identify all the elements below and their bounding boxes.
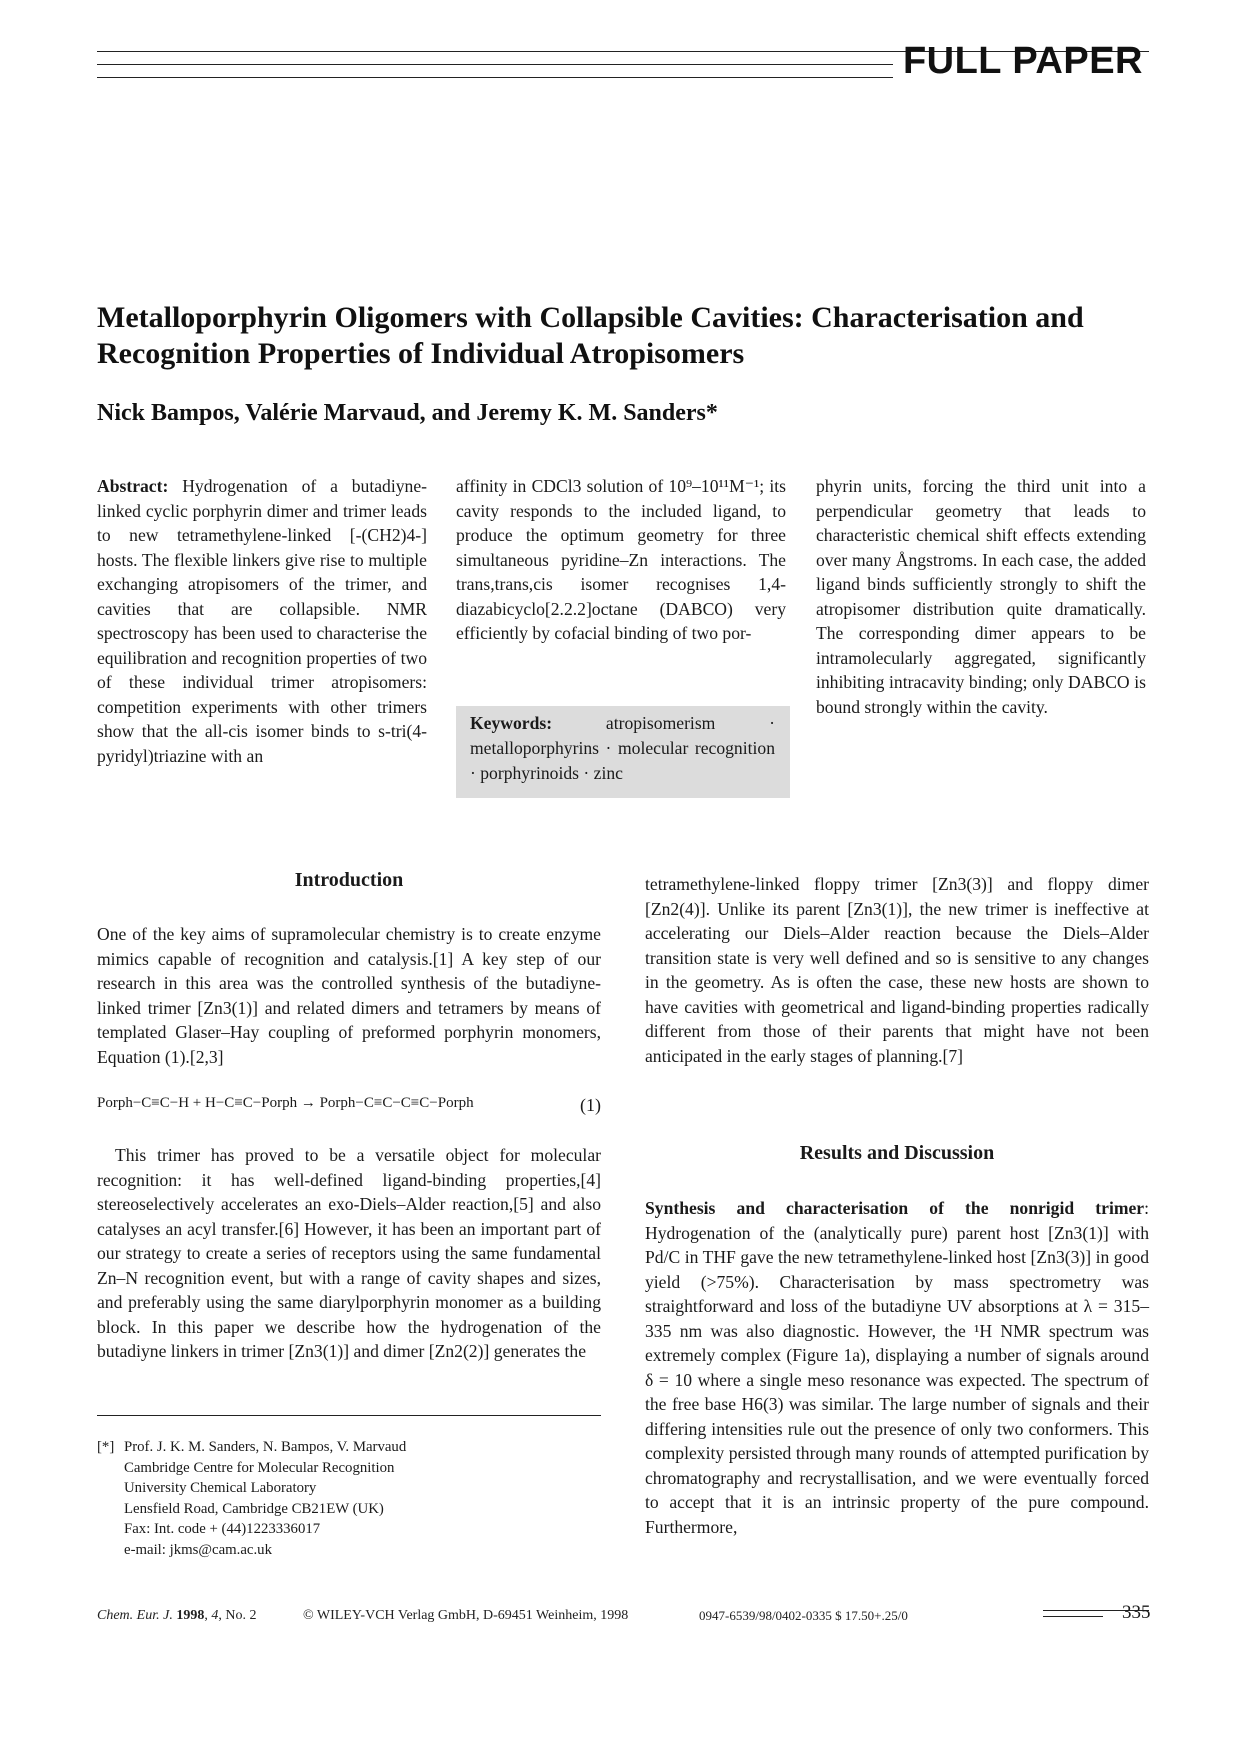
footer-issue: No. 2 <box>225 1608 257 1623</box>
footnote-line-3: University Chemical Laboratory <box>124 1480 317 1496</box>
footnote-line-4: Lensfield Road, Cambridge CB21EW (UK) <box>124 1500 384 1517</box>
abstract-col-2 <box>456 474 786 646</box>
header-rule-2 <box>97 64 893 65</box>
abstract-text-2: affinity in CDCl3 solution of 10⁹–10¹¹M⁻¹; its cavity responds to the included ligand, to produce the optimum geometry for three simultaneous pyridine–Zn interactions. The trans,trans,cis isomer recognises 1,4-diazabicyclo[2.2.2]octane (DABCO) very efficiently by cofacial binding of two por- <box>456 476 786 643</box>
footnote-line-5: Fax: Int. code + (44)1223336017 <box>124 1521 321 1537</box>
intro-para-3 <box>645 872 1149 1068</box>
results-heading: Results and Discussion <box>799 1142 995 1164</box>
abstract-col-1 <box>97 474 427 768</box>
footer-code: 0947-6539/98/0402-0335 $ 17.50+.25/0 <box>699 1608 908 1623</box>
section-label: FULL PAPER <box>902 40 1143 82</box>
results-para: Synthesis and characterisation of the nonrigid trimer: Hydrogenation of the (analytically pure) parent host [Zn3(1)] with Pd/C in THF gave the new tetramethylene-linked host [Zn3(3)] in good yield (>75%). Characterisation by mass spectrometry was straightforward and loss of the butadiyne UV absorptions at λ = 315–335 nm was also diagnostic. However, the ¹H NMR spectrum was extremely complex (Figure 1a), displaying a number of signals around δ = 10 where a single meso resonance was expected. The spectrum of the free base H6(3) was similar. The large number of signals and their differing intensities rule out the presence of only two conformers. This complexity persisted through many rounds of attempted purification by chromatography and recrystallisation, and we were eventually forced to accept that it is an intrinsic property of the pure compound. Furthermore, <box>645 1198 1149 1537</box>
keywords-label: Keywords: <box>470 713 553 733</box>
footer-copyright: © WILEY-VCH Verlag GmbH, D-69451 Weinheim, 1998 <box>303 1608 629 1623</box>
keywords-text: atropisomerism · metalloporphyrins · molecular recognition · porphyrinoids · zinc <box>470 713 775 783</box>
footnote-rule <box>97 1415 601 1416</box>
footer-journal: Chem. Eur. J. <box>97 1608 173 1623</box>
introduction-heading: Introduction <box>294 869 404 891</box>
intro-para-3-text: tetramethylene-linked floppy trimer [Zn3(3)] and floppy dimer [Zn2(4)]. Unlike its parent [Zn3(1)], the new trimer is ineffective at accelerating our Diels–Alder reaction because the Diels–Alder transition state is very well defined and so is sensitive to any changes in the geometry. As is often the case, these new hosts are shown to have cavities with geometrical and ligand-binding properties radically different from those of their parents that might have not been anticipated in the early stages of planning.[7] <box>645 874 1149 1066</box>
intro-para-1-text: One of the key aims of supramolecular chemistry is to create enzyme mimics capable of recognition and catalysis.[1] A key step of our research in this area was the controlled synthesis of the butadiyne-linked trimer [Zn3(1)] and related dimers and tetramers by means of templated Glaser–Hay coupling of preformed porphyrin monomers, Equation (1).[2,3] <box>97 924 601 1067</box>
equation-1 <box>97 1095 601 1116</box>
keywords <box>470 711 775 786</box>
equation-text: Porph−C≡C−H + H−C≡C−Porph → Porph−C≡C−C≡C−Porph <box>97 1095 474 1111</box>
article-title <box>97 300 1157 372</box>
title-line-1: Metalloporphyrin Oligomers with Collapsible Cavities: Characterisation and <box>97 301 1084 334</box>
intro-para-2-text: This trimer has proved to be a versatile object for molecular recognition: it has well-defined ligand-binding properties,[4] stereoselectively accelerates an exo-Diels–Alder reaction,[5] and also catalyses an acyl transfer.[6] However, it has been an important part of our strategy to create a series of receptors using the same fundamental Zn–N recognition event, but with a range of cavity shapes and sizes, and preferably using the same diarylporphyrin monomer as a building block. In this paper we describe how the hydrogenation of the butadiyne linkers in trimer [Zn3(1)] and dimer [Zn2(2)] generates the <box>97 1145 601 1361</box>
abstract-text-1: Hydrogenation of a butadiyne-linked cyclic porphyrin dimer and trimer leads to new tetramethylene-linked [-(CH2)4-] hosts. The flexible linkers give rise to multiple exchanging atropisomers of the trimer, and cavities that are collapsible. NMR spectroscopy has been used to characterise the equilibration and recognition properties of two of these individual trimer atropisomers: competition experiments with other trimers show that the all-cis isomer binds to s-tri(4-pyridyl)triazine with an <box>97 476 427 766</box>
footnote <box>97 1437 601 1560</box>
results-subheading: Synthesis and characterisation of the nonrigid trimer <box>645 1198 1145 1218</box>
footer-year: 1998 <box>176 1608 205 1623</box>
footnote-line-1: Prof. J. K. M. Sanders, N. Bampos, V. Marvaud <box>124 1439 407 1455</box>
footer-citation: Chem. Eur. J. 1998, 4, No. 2 <box>97 1608 257 1623</box>
page-rule-2 <box>1043 1616 1103 1617</box>
equation-number: (1) <box>580 1095 601 1115</box>
results-text: Hydrogenation of the (analytically pure) parent host [Zn3(1)] with Pd/C in THF gave the new tetramethylene-linked host [Zn3(3)] in good yield (>75%). Characterisation by mass spectrometry was straightforward and loss of the butadiyne UV absorptions at λ = 315–335 nm was also diagnostic. However, the ¹H NMR spectrum was extremely complex (Figure 1a), displaying a number of signals around δ = 10 where a single meso resonance was expected. The spectrum of the free base H6(3) was similar. The large number of signals and their differing intensities rule out the presence of only two conformers. This complexity persisted through many rounds of attempted purification by chromatography and recrystallisation, and we were eventually forced to accept that it is an intrinsic property of the pure compound. Furthermore, <box>645 1222 1149 1537</box>
intro-para-1 <box>97 922 601 1069</box>
footer-volume: 4 <box>211 1608 219 1623</box>
authors: Nick Bampos, Valérie Marvaud, and Jeremy K. M. Sanders* <box>97 400 718 426</box>
page-number: 335 <box>1122 1602 1151 1623</box>
abstract-label: Abstract: <box>97 476 169 496</box>
footnote-mark: [*] <box>97 1439 115 1455</box>
abstract-col-3 <box>816 474 1146 719</box>
title-line-2: Recognition Properties of Individual Atropisomers <box>97 337 745 370</box>
abstract-text-3: phyrin units, forcing the third unit into a perpendicular geometry that leads to characteristic chemical shift effects extending over many Ångstroms. In each case, the added ligand binds sufficiently strongly to shift the atropisomer distribution quite dramatically. The corresponding dimer appears to be intramolecularly aggregated, significantly inhibiting intracavity binding; only DABCO is bound strongly within the cavity. <box>816 476 1146 717</box>
intro-para-2 <box>97 1143 601 1364</box>
header-rule-3 <box>97 77 893 78</box>
footnote-line-2: Cambridge Centre for Molecular Recognition <box>124 1459 395 1476</box>
footnote-line-6: e-mail: jkms@cam.ac.uk <box>124 1541 272 1558</box>
